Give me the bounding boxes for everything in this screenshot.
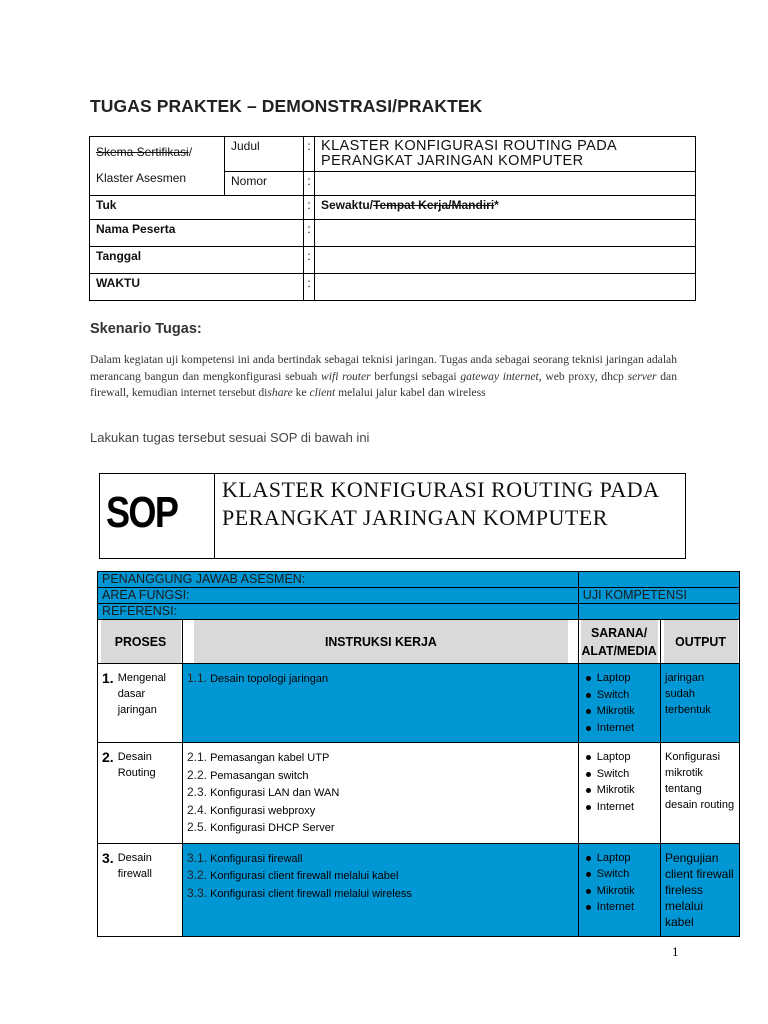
area-label: AREA FUNGSI: (98, 588, 579, 604)
sop-header-box (99, 473, 686, 559)
list-item: Switch (597, 687, 656, 704)
waktu-label: WAKTU (90, 274, 304, 301)
skema-cell: Skema Sertifikasi/ Klaster Asesmen (90, 137, 225, 196)
list-item: Laptop (597, 850, 656, 867)
list-item: Switch (597, 766, 656, 783)
nomor-value (315, 172, 696, 196)
list-item: Laptop (597, 670, 656, 687)
nama-label: Nama Peserta (90, 220, 304, 247)
nama-value (315, 220, 696, 247)
info-table: Skema Sertifikasi/ Klaster Asesmen Judul : KLASTER KONFIGURASI ROUTING PADA PERANGKAT JARINGAN KOMPUTER Nomor : Tuk : Sewaktu/Tempat Kerja/Mandiri* Nama Peserta : Tanggal : WAKTU : (89, 136, 696, 301)
judul-value: KLASTER KONFIGURASI ROUTING PADA PERANGKAT JARINGAN KOMPUTER (315, 137, 696, 172)
col-output: OUTPUT (662, 620, 737, 664)
output-cell: Pengujian client firewall fireless melalui kabel (661, 843, 740, 936)
tuk-value: Sewaktu/Tempat Kerja/Mandiri* (315, 196, 696, 220)
col-instruksi: INSTRUKSI KERJA (192, 620, 568, 664)
klaster-label: Klaster Asesmen (96, 171, 187, 185)
instruksi-cell: 1.1. Desain topologi jaringan (183, 664, 579, 743)
proses-cell: 2. Desain Routing (98, 743, 183, 844)
tuk-label: Tuk (90, 196, 304, 220)
tanggal-value (315, 247, 696, 274)
table-row (98, 664, 740, 743)
area-value: UJI KOMPETENSI (578, 588, 739, 604)
list-item: Mikrotik (597, 883, 656, 900)
sarana-cell (578, 743, 660, 844)
list-item: Mikrotik (597, 782, 656, 799)
table-row (98, 843, 740, 936)
sop-table (97, 571, 740, 937)
list-item: Internet (597, 720, 656, 737)
output-cell: jaringan sudah terbentuk (661, 664, 740, 743)
sop-title: KLASTER KONFIGURASI ROUTING PADA PERANGKAT JARINGAN KOMPUTER (222, 477, 659, 530)
instruksi-cell: 2.1. Pemasangan kabel UTP 2.2. Pemasangan switch 2.3. Konfigurasi LAN dan WAN 2.4. Konfigurasi webproxy 2.5. Konfigurasi DHCP Server (183, 743, 579, 844)
tanggal-label: Tanggal (90, 247, 304, 274)
proses-cell: 3. Desain firewall (98, 843, 183, 936)
col-proses: PROSES (100, 620, 181, 664)
sop-logo: SOP (106, 488, 178, 537)
instruction-line: Lakukan tugas tersebut sesuai SOP di bawah ini (90, 430, 370, 445)
pj-label: PENANGGUNG JAWAB ASESMEN: (98, 572, 579, 588)
list-item: Internet (597, 899, 656, 916)
skenario-paragraph: Dalam kegiatan uji kompetensi ini anda bertindak sebagai teknisi jaringan. Tugas anda sebagai seorang teknisi jaringan adalah merancang bangun dan mengkonfigurasi sebuah wifi router berfungsi sebagai gateway internet, web proxy, dhcp server dan firewall, kemudian internet tersebut dishare ke client melalui jalur kabel dan wireless (90, 353, 677, 399)
ref-value (578, 604, 739, 620)
output-cell: Konfigurasi mikrotik tentang desain routing (661, 743, 740, 844)
judul-label: Judul (225, 137, 304, 172)
sarana-cell (578, 843, 660, 936)
list-item: Laptop (597, 749, 656, 766)
proses-cell: 1. Mengenal dasar jaringan (98, 664, 183, 743)
sarana-cell (578, 664, 660, 743)
skema-label: Skema Sertifikasi (96, 145, 189, 159)
sop-logo-cell (100, 474, 215, 558)
list-item: Switch (597, 866, 656, 883)
table-row (98, 743, 740, 844)
nomor-label: Nomor (225, 172, 304, 196)
page-title: TUGAS PRAKTEK – DEMONSTRASI/PRAKTEK (90, 96, 483, 116)
list-item: Internet (597, 799, 656, 816)
col-sarana: SARANA/ ALAT/MEDIA (580, 620, 658, 664)
skenario-heading: Skenario Tugas: (90, 321, 202, 337)
page-number: 1 (672, 944, 679, 959)
list-item: Mikrotik (597, 703, 656, 720)
pj-value (578, 572, 739, 588)
ref-label: REFERENSI: (98, 604, 579, 620)
waktu-value (315, 274, 696, 301)
instruksi-cell: 3.1. Konfigurasi firewall 3.2. Konfigurasi client firewall melalui kabel 3.3. Konfigurasi client firewall melalui wireless (183, 843, 579, 936)
